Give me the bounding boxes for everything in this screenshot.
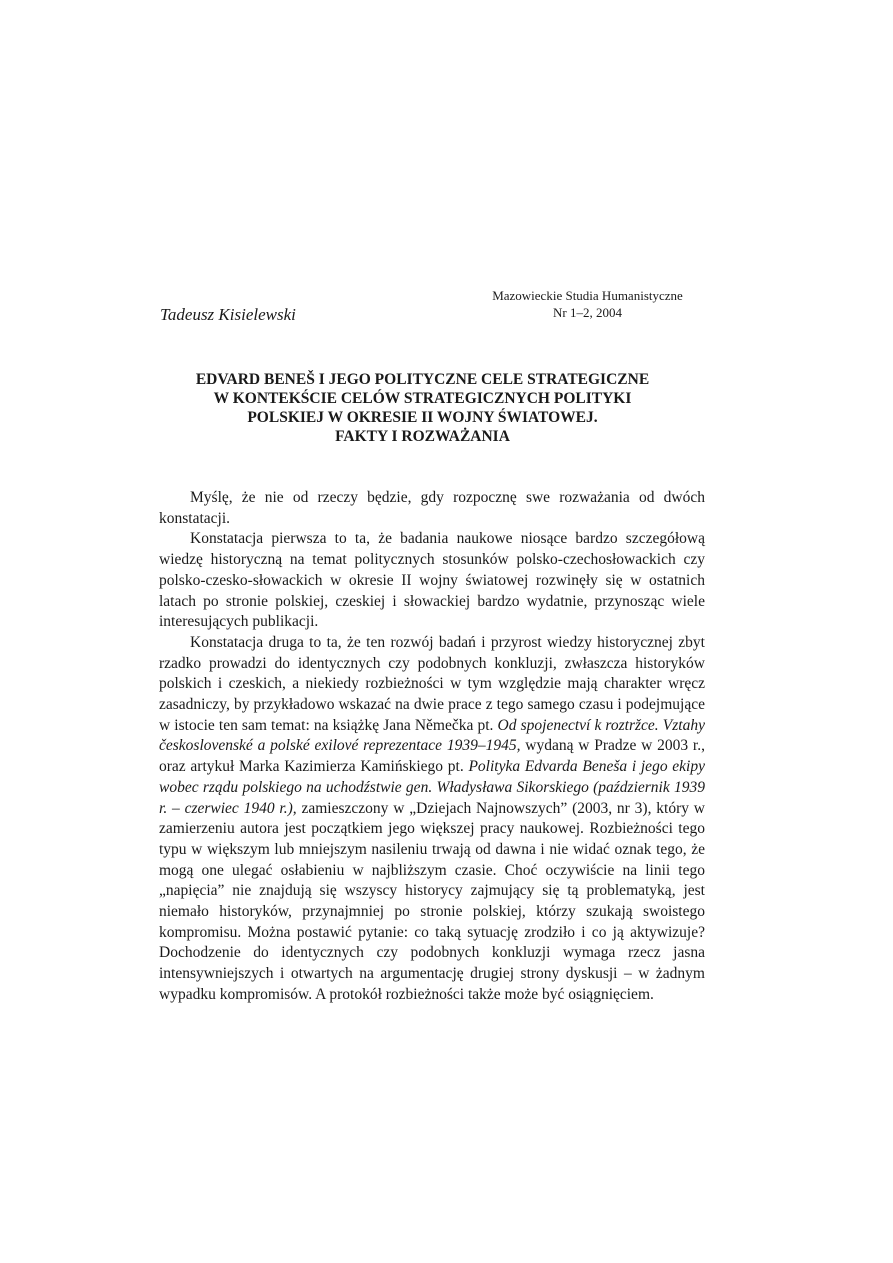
- author-name: Tadeusz Kisielewski: [160, 305, 296, 324]
- cited-book-title: Od spojenectví k roztržce. Vztahy československé a polské exilové reprezentace 1939–1945,: [159, 716, 705, 755]
- paragraph-1: Myślę, że nie od rzeczy będzie, gdy rozpocznę swe rozważania od dwóch konstatacji.: [159, 489, 705, 527]
- title-line-2: W KONTEKŚCIE CELÓW STRATEGICZNYCH POLITYKI: [213, 390, 632, 407]
- article-title: [140, 370, 705, 446]
- paragraph-3-text-3: zamieszczony w „Dziejach Najnowszych” (2003, nr 3), który w zamierzeniu autora jest początkiem jego większej pracy naukowej. Rozbieżności tego typu w większym lub mniejszym nasileniu trwają od dawna i nie widać oznak tego, że mogą one ulegać osłabieniu w najbliższym czasie. Choć oczywiście na linii tego „napięcia” nie znajdują się wszyscy historycy zajmujący się tą problematyką, jest niemało historyków, przynajmniej po stronie polskiej, którzy szukają swoistego kompromisu. Można postawić pytanie: co taką sytuację zrodziło i co ją aktywizuje? Dochodzenie do identycznych czy podobnych konkluzji wymaga rzecz jasna intensywniejszych i otwartych na argumentację drugiej strony dyskusji – w żadnym wypadku kompromisów. A protokół rozbieżności także może być osiągnięciem.: [159, 799, 705, 1003]
- title-line-3: POLSKIEJ W OKRESIE II WOJNY ŚWIATOWEJ.: [247, 409, 598, 426]
- paragraph-2: Konstatacja pierwsza to ta, że badania naukowe niosące bardzo szczegółową wiedzę historyczną na temat politycznych stosunków polsko-czechosłowackich czy polsko-czesko-słowackich w okresie II wojny światowej rozwinęły się w ostatnich latach po stronie polskiej, czeskiej i słowackiej bardzo wydatnie, przynosząc wiele interesujących publikacji.: [159, 530, 705, 631]
- journal-info: [470, 287, 705, 321]
- cited-article-title: Polityka Edvarda Beneša i jego ekipy wobec rządu polskiego na uchodźstwie gen. Władysława Sikorskiego (październik 1939 r. – czerwiec 1940 r.),: [159, 758, 705, 817]
- title-line-1: EDVARD BENEŠ I JEGO POLITYCZNE CELE STRATEGICZNE: [195, 371, 650, 388]
- title-line-4: FAKTY I ROZWAŻANIA: [335, 428, 510, 445]
- journal-issue: Nr 1–2, 2004: [553, 305, 622, 320]
- paragraph-3: [159, 633, 705, 1006]
- paragraph-3-text-2: wydaną w Pradze w 2003 r., oraz artykuł Marka Kazimierza Kamińskiego pt.: [159, 737, 705, 776]
- journal-name: Mazowieckie Studia Humanistyczne: [492, 288, 683, 303]
- paragraph-3-text-1: Konstatacja druga to ta, że ten rozwój badań i przyrost wiedzy historycznej zbyt rzadko prowadzi do identycznych czy podobnych konkluzji, zwłaszcza historyków polskich i czeskich, a niekiedy rozbieżności w tym względzie mają charakter wręcz zasadniczy, by przykładowo wskazać na dwie prace z tego samego czasu i podejmujące w istocie ten sam temat: na książkę Jana Němečka pt.: [159, 633, 705, 734]
- article-body: [159, 488, 705, 1006]
